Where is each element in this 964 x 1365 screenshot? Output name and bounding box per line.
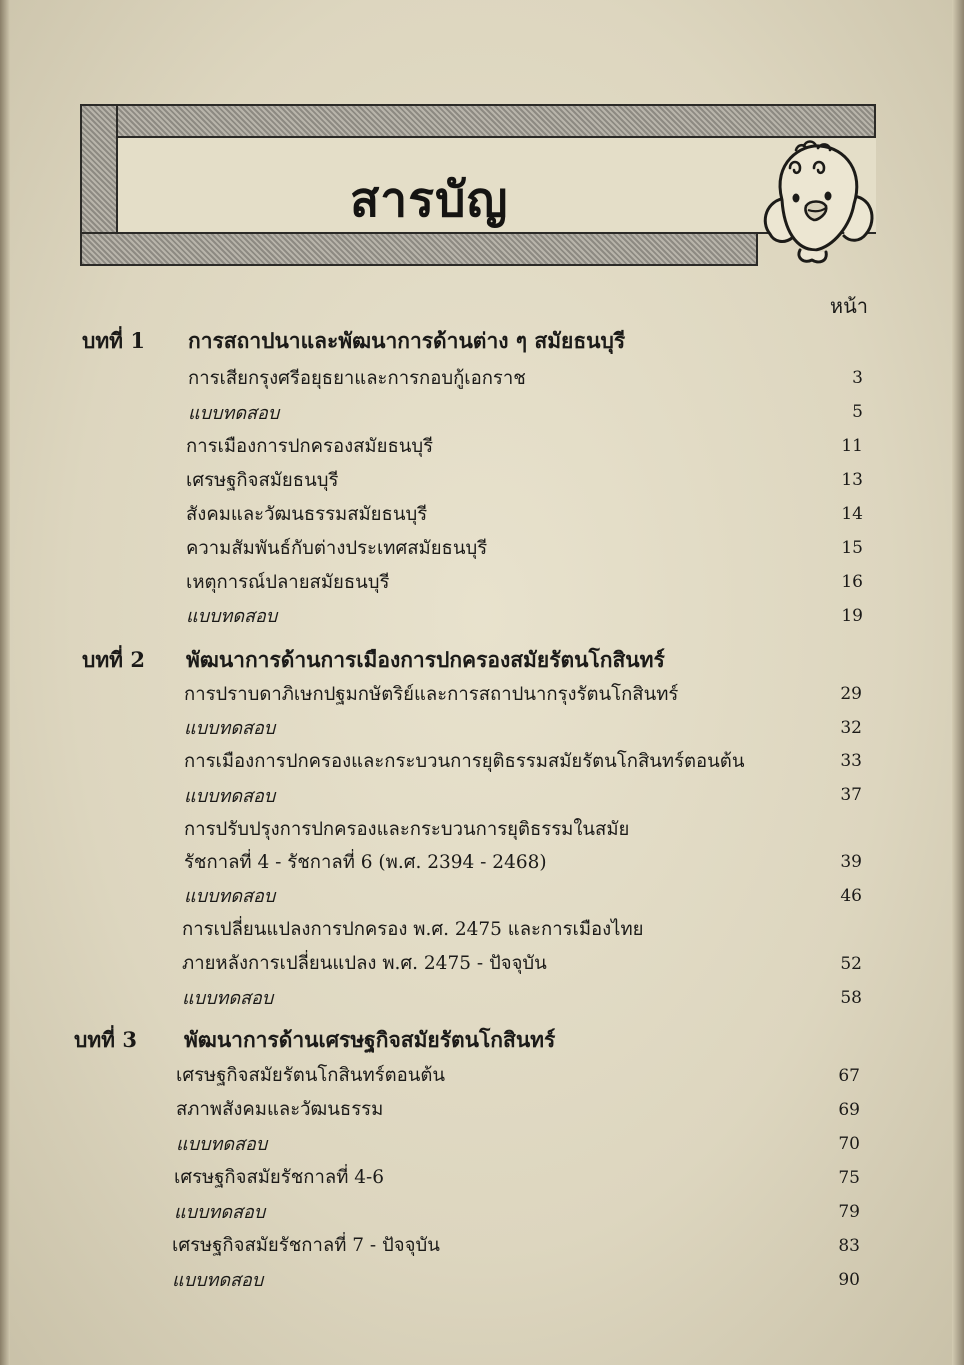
page-column-label: หน้า: [829, 294, 868, 318]
toc-entry[interactable]: เศรษฐกิจสมัยรัชกาลที่ 7 - ปัจจุบัน: [172, 1235, 440, 1256]
page-left-edge: [0, 0, 10, 1365]
page-number: 14: [841, 504, 863, 524]
toc-entry[interactable]: เศรษฐกิจสมัยรัชกาลที่ 4-6: [174, 1167, 385, 1188]
page-title: สารบัญ: [350, 172, 509, 228]
page-number: 3: [852, 368, 863, 388]
page-number: 13: [841, 470, 863, 490]
page-number: 90: [838, 1270, 860, 1290]
chapter-title: พัฒนาการด้านเศรษฐกิจสมัยรัตนโกสินทร์: [184, 1027, 556, 1052]
page-number: 79: [838, 1202, 860, 1222]
toc-entry[interactable]: การเปลี่ยนแปลงการปกครอง พ.ศ. 2475 และการเมืองไทย: [182, 919, 644, 940]
toc-entry[interactable]: การเสียกรุงศรีอยุธยาและการกอบกู้เอกราช: [188, 368, 526, 389]
page-number: 75: [838, 1168, 860, 1188]
page-number: 69: [838, 1100, 860, 1120]
page-number: 15: [841, 538, 863, 558]
chapter-number: บทที่ 2: [82, 647, 145, 672]
toc-entry[interactable]: การเมืองการปกครองสมัยธนบุรี: [186, 436, 434, 457]
toc-entry-quiz[interactable]: แบบทดสอบ: [174, 1202, 266, 1223]
page-number: 83: [838, 1236, 860, 1256]
toc-entry[interactable]: เหตุการณ์ปลายสมัยธนบุรี: [186, 572, 390, 593]
page-number: 16: [841, 572, 863, 592]
chapter-heading: [74, 1024, 556, 1057]
toc-entry[interactable]: สภาพสังคมและวัฒนธรรม: [176, 1099, 384, 1120]
chapter-heading: [82, 644, 665, 677]
chapter-number: บทที่ 1: [82, 328, 145, 353]
page-number: 29: [840, 684, 862, 704]
page-number: 67: [838, 1066, 860, 1086]
toc-entry[interactable]: ความสัมพันธ์กับต่างประเทศสมัยธนบุรี: [186, 538, 488, 559]
toc-entry-quiz[interactable]: แบบทดสอบ: [172, 1270, 264, 1291]
page-number: 19: [841, 606, 863, 626]
page-number: 11: [841, 436, 863, 456]
chapter-title: พัฒนาการด้านการเมืองการปกครองสมัยรัตนโกสินทร์: [186, 647, 665, 672]
page-right-edge: [952, 0, 964, 1365]
page-number: 70: [838, 1134, 860, 1154]
page-number: 37: [840, 785, 862, 805]
toc-entry-quiz[interactable]: แบบทดสอบ: [184, 786, 276, 807]
toc-entry-quiz[interactable]: แบบทดสอบ: [176, 1134, 268, 1155]
page-number: 39: [840, 852, 862, 872]
toc-entry-quiz[interactable]: แบบทดสอบ: [182, 988, 274, 1009]
page-number: 58: [840, 988, 862, 1008]
bird-mascot-icon: [756, 138, 880, 270]
frame-top-band: [80, 104, 876, 138]
toc-entry[interactable]: เศรษฐกิจสมัยธนบุรี: [186, 470, 339, 491]
toc-entry-quiz[interactable]: แบบทดสอบ: [184, 886, 276, 907]
page-number: 32: [840, 718, 862, 738]
page-number: 52: [840, 954, 862, 974]
toc-entry-continued[interactable]: ภายหลังการเปลี่ยนแปลง พ.ศ. 2475 - ปัจจุบัน: [182, 953, 547, 974]
toc-entry-quiz[interactable]: แบบทดสอบ: [188, 403, 280, 424]
toc-entry-quiz[interactable]: แบบทดสอบ: [184, 718, 276, 739]
toc-entry[interactable]: การปราบดาภิเษกปฐมกษัตริย์และการสถาปนากรุงรัตนโกสินทร์: [184, 684, 679, 705]
page-number: 33: [840, 751, 862, 771]
page-number: 5: [852, 402, 863, 422]
toc-entry[interactable]: การเมืองการปกครองและกระบวนการยุติธรรมสมัยรัตนโกสินทร์ตอนต้น: [184, 751, 745, 772]
toc-entry[interactable]: สังคมและวัฒนธรรมสมัยธนบุรี: [186, 504, 428, 525]
toc-entry-continued[interactable]: รัชกาลที่ 4 - รัชกาลที่ 6 (พ.ศ. 2394 - 2468): [184, 852, 547, 873]
toc-entry-quiz[interactable]: แบบทดสอบ: [186, 606, 278, 627]
toc-entry[interactable]: การปรับปรุงการปกครองและกระบวนการยุติธรรมในสมัย: [184, 819, 630, 840]
chapter-heading: [82, 325, 626, 358]
toc-entry[interactable]: เศรษฐกิจสมัยรัตนโกสินทร์ตอนต้น: [176, 1065, 446, 1086]
chapter-number: บทที่ 3: [74, 1027, 137, 1052]
page-number: 46: [840, 886, 862, 906]
chapter-title: การสถาปนาและพัฒนาการด้านต่าง ๆ สมัยธนบุรี: [188, 328, 626, 353]
